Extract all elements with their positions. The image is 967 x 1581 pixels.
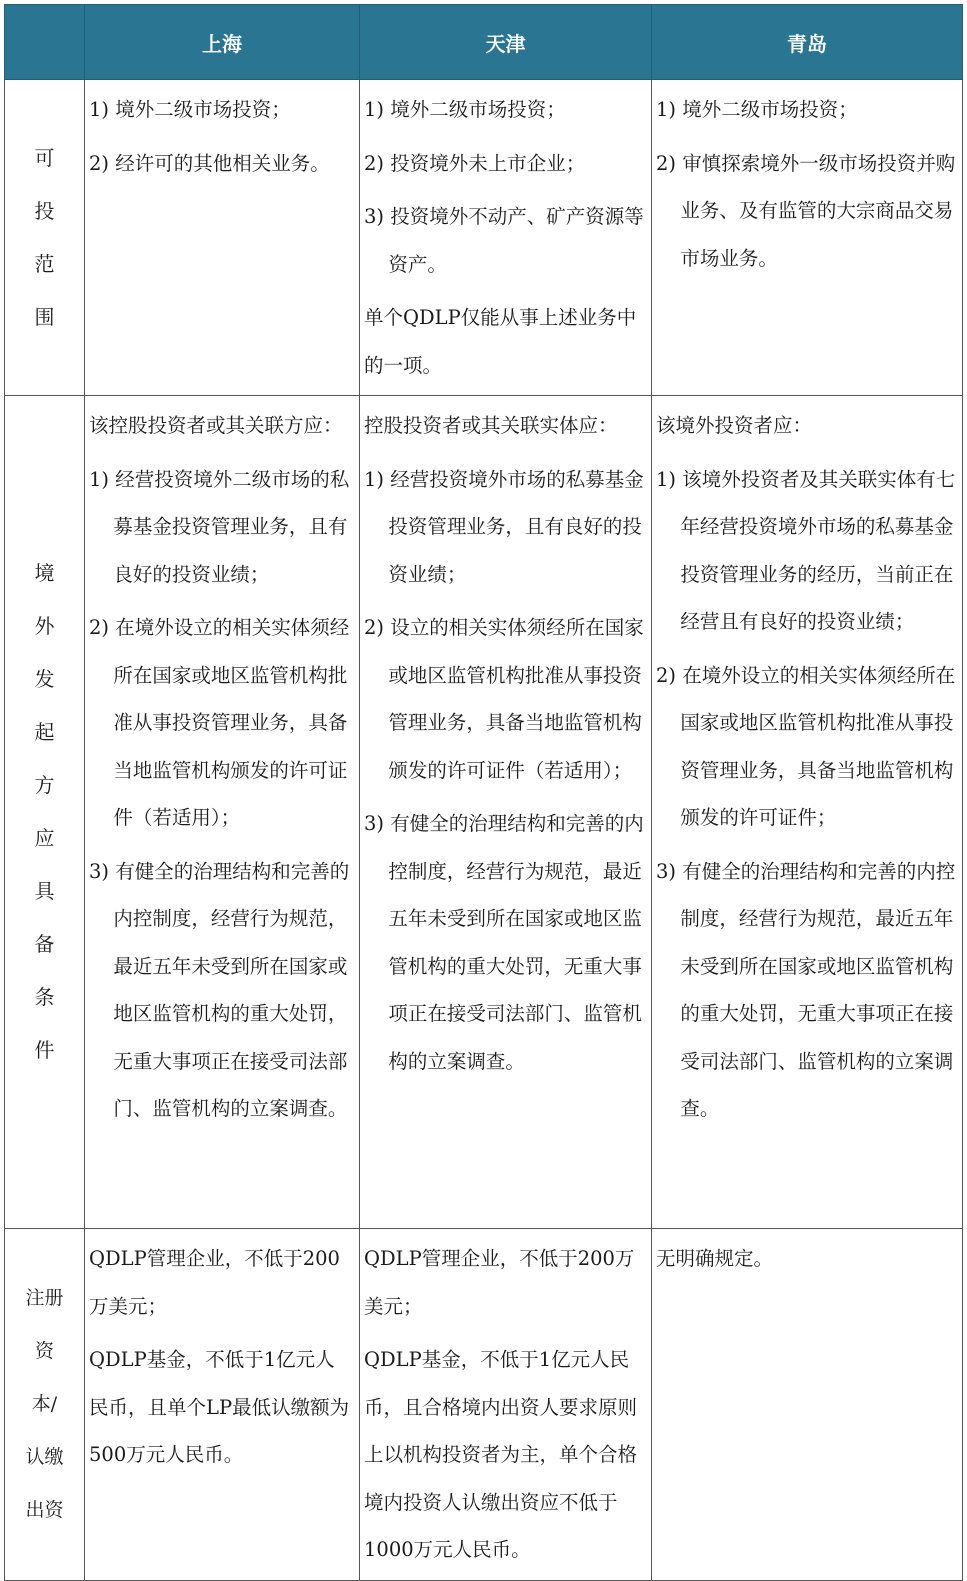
- list-item: 3) 有健全的治理结构和完善的内控制度，经营行为规范，最近五年未受到所在国家或地区监管机构的重大处罚，无重大事项正在接受司法部门、监管机构的立案调查。: [364, 812, 644, 1073]
- row-label: 注册资本/认缴出资: [25, 1286, 64, 1521]
- paragraph: QDLP基金，不低于1亿元人民币，且合格境内出资人要求原则上以机构投资者为主，单个合格境内投资人认缴出资应不低于1000万元人民币。: [364, 1348, 638, 1561]
- list-item: 1) 境外二级市场投资；: [89, 98, 291, 121]
- cell-shanghai: [85, 396, 360, 1229]
- list-item: 2) 设立的相关实体须经所在国家或地区监管机构批准从事投资管理业务，具备当地监管机构颁发的许可证件（若适用）；: [364, 616, 644, 782]
- cell-shanghai: [85, 80, 360, 396]
- list-item: 2) 投资境外未上市企业；: [364, 151, 586, 175]
- row-label: 境外发起方应具备条件: [34, 561, 55, 1062]
- paragraph: 该控股投资者或其关联方应：: [89, 414, 343, 437]
- cell-qingdao: [652, 80, 963, 396]
- list-item: 2) 审慎探索境外一级市场投资并购业务、及有监管的大宗商品交易市场业务。: [656, 151, 956, 270]
- paragraph: 单个QDLP仅能从事上述业务中的一项。: [364, 306, 637, 377]
- paragraph: 无明确规定。: [656, 1247, 774, 1270]
- page: [4, 4, 962, 1581]
- list-item: 3) 有健全的治理结构和完善的内控制度，经营行为规范，最近五年未受到所在国家或地区监管机构的重大处罚，无重大事项正在接受司法部门、监管机构的立案调查。: [89, 859, 350, 1120]
- header-shanghai: 上海: [85, 5, 360, 80]
- paragraph: QDLP基金，不低于1亿元人民币，且单个LP最低认缴额为500万元人民币。: [89, 1348, 350, 1466]
- list-item: 2) 经许可的其他相关业务。: [89, 151, 330, 175]
- row-label: 可投范围: [34, 145, 55, 329]
- row-investment-scope: [5, 80, 963, 396]
- list-item: 3) 投资境外不动产、矿产资源等资产。: [364, 205, 644, 276]
- row-label-cell: [5, 80, 85, 396]
- comparison-table: [4, 4, 963, 1581]
- list-item: 3) 有健全的治理结构和完善的内控制度，经营行为规范，最近五年未受到所在国家或地区监管机构的重大处罚，无重大事项正在接受司法部门、监管机构的立案调查。: [656, 859, 956, 1120]
- paragraph: QDLP管理企业，不低于200万美元；: [89, 1247, 340, 1318]
- cell-qingdao: [652, 1229, 963, 1581]
- cell-qingdao: [652, 396, 963, 1229]
- cell-shanghai: [85, 1229, 360, 1581]
- cell-tianjin: [360, 396, 652, 1229]
- paragraph: QDLP管理企业，不低于200万美元；: [364, 1247, 635, 1318]
- header-qingdao: 青岛: [652, 5, 963, 80]
- paragraph: 控股投资者或其关联实体应：: [364, 414, 618, 437]
- list-item: 1) 经营投资境外二级市场的私募基金投资管理业务，且有良好的投资业绩；: [89, 467, 350, 586]
- header-corner: [5, 5, 85, 80]
- table-body: [5, 80, 963, 1581]
- list-item: 1) 经营投资境外市场的私募基金投资管理业务，且有良好的投资业绩；: [364, 467, 644, 586]
- cell-tianjin: [360, 1229, 652, 1581]
- list-item: 1) 该境外投资者及其关联实体有七年经营投资境外市场的私募基金投资管理业务的经历，当前正在经营且有良好的投资业绩；: [656, 467, 956, 633]
- header-row: [5, 5, 963, 80]
- list-item: 1) 境外二级市场投资；: [364, 98, 566, 121]
- header-tianjin: 天津: [360, 5, 652, 80]
- list-item: 2) 在境外设立的相关实体须经所在国家或地区监管机构批准从事投资管理业务，具备当地监管机构颁发的许可证件；: [656, 663, 956, 829]
- paragraph: 该境外投资者应：: [656, 414, 813, 437]
- row-label-cell: [5, 1229, 85, 1581]
- list-item: 1) 境外二级市场投资；: [656, 98, 858, 121]
- row-foreign-sponsor-requirements: [5, 396, 963, 1229]
- row-label-cell: [5, 396, 85, 1229]
- cell-tianjin: [360, 80, 652, 396]
- row-registered-capital: [5, 1229, 963, 1581]
- list-item: 2) 在境外设立的相关实体须经所在国家或地区监管机构批准从事投资管理业务，具备当地监管机构颁发的许可证件（若适用）；: [89, 616, 350, 829]
